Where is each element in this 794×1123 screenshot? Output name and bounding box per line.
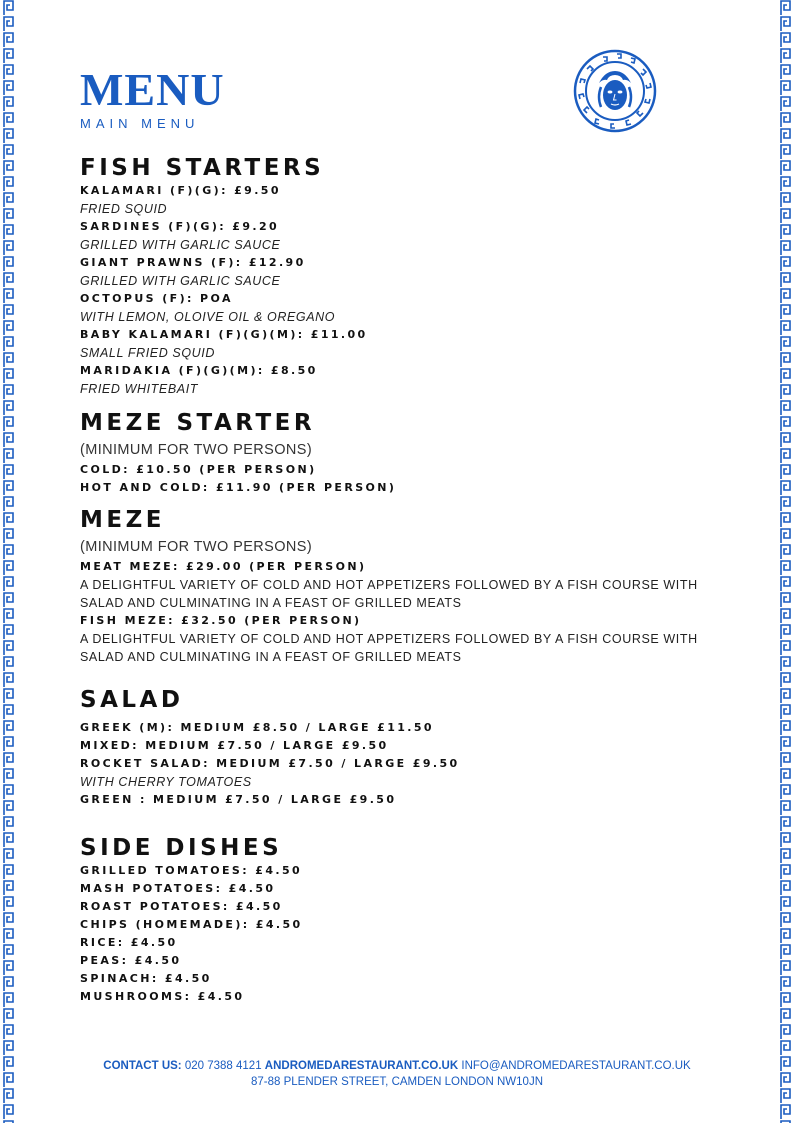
menu-item-name: GIANT PRAWNS (F): £12.90 bbox=[80, 256, 306, 269]
menu-item-description: WITH CHERRY TOMATOES bbox=[80, 775, 252, 789]
menu-item-name: MUSHROOMS: £4.50 bbox=[80, 990, 245, 1003]
menu-item-name: GREEN : MEDIUM £7.50 / LARGE £9.50 bbox=[80, 793, 397, 806]
section-meze-starter bbox=[80, 409, 740, 497]
menu-item-description: GRILLED WITH GARLIC SAUCE bbox=[80, 274, 281, 288]
menu-item-name: MARIDAKIA (F)(G)(M): £8.50 bbox=[80, 364, 318, 377]
menu-item-description: SMALL FRIED SQUID bbox=[80, 346, 215, 360]
menu-item-name: GREEK (M): MEDIUM £8.50 / LARGE £11.50 bbox=[80, 721, 434, 734]
menu-item-name: PEAS: £4.50 bbox=[80, 954, 182, 967]
section-title: MEZE bbox=[80, 507, 165, 533]
section-title: SALAD bbox=[80, 687, 184, 713]
menu-item-name: COLD: £10.50 (PER PERSON) bbox=[80, 463, 317, 476]
menu-content bbox=[80, 154, 740, 1006]
menu-item-name: ROAST POTATOES: £4.50 bbox=[80, 900, 283, 913]
section-note: (MINIMUM FOR TWO PERSONS) bbox=[80, 442, 313, 458]
contact-label: CONTACT US: bbox=[103, 1060, 182, 1072]
website-link[interactable]: ANDROMEDARESTAURANT.CO.UK bbox=[264, 1060, 459, 1072]
menu-item-name: MIXED: MEDIUM £7.50 / LARGE £9.50 bbox=[80, 739, 389, 752]
section-title: MEZE STARTER bbox=[80, 410, 316, 436]
menu-item-description: FRIED WHITEBAIT bbox=[80, 382, 199, 396]
menu-header bbox=[80, 64, 225, 131]
menu-item-name: CHIPS (HOMEMADE): £4.50 bbox=[80, 918, 303, 931]
menu-item-description: FRIED SQUID bbox=[80, 202, 168, 216]
email-link[interactable]: INFO@ANDROMEDARESTAURANT.CO.UK bbox=[461, 1060, 691, 1072]
menu-item-name: OCTOPUS (F): POA bbox=[80, 292, 233, 305]
menu-item-name: KALAMARI (F)(G): £9.50 bbox=[80, 184, 281, 197]
greek-key-border-left bbox=[3, 0, 14, 1123]
restaurant-logo-icon bbox=[573, 49, 657, 133]
menu-item-name: SARDINES (F)(G): £9.20 bbox=[80, 220, 280, 233]
menu-item-name: MASH POTATOES: £4.50 bbox=[80, 882, 276, 895]
menu-item-description: A DELIGHTFUL VARIETY OF COLD AND HOT APPETIZERS FOLLOWED BY A FISH COURSE WITH SALAD AND CULMINATING IN A FEAST OF GRILLED MEATS bbox=[80, 578, 698, 610]
section-title: SIDE DISHES bbox=[80, 835, 283, 861]
menu-item-name: SPINACH: £4.50 bbox=[80, 972, 212, 985]
menu-item-name: GRILLED TOMATOES: £4.50 bbox=[80, 864, 303, 877]
contact-footer bbox=[60, 1058, 734, 1090]
menu-item-description: WITH LEMON, OLOIVE OIL & OREGANO bbox=[80, 310, 336, 324]
menu-subtitle: MAIN MENU bbox=[80, 116, 200, 131]
section-salad bbox=[80, 686, 740, 809]
section-fish-starters bbox=[80, 154, 740, 398]
section-side-dishes bbox=[80, 834, 740, 1006]
menu-item-description: GRILLED WITH GARLIC SAUCE bbox=[80, 238, 281, 252]
greek-key-border-right bbox=[780, 0, 791, 1123]
menu-item-name: BABY KALAMARI (F)(G)(M): £11.00 bbox=[80, 328, 368, 341]
menu-title: MENU bbox=[80, 64, 225, 115]
section-title: FISH STARTERS bbox=[80, 155, 325, 181]
section-meze bbox=[80, 506, 740, 666]
section-note: (MINIMUM FOR TWO PERSONS) bbox=[80, 539, 313, 555]
contact-phone[interactable]: 020 7388 4121 bbox=[184, 1060, 262, 1072]
menu-item-name: RICE: £4.50 bbox=[80, 936, 178, 949]
contact-line bbox=[60, 1058, 734, 1074]
menu-item-name: ROCKET SALAD: MEDIUM £7.50 / LARGE £9.50 bbox=[80, 757, 460, 770]
menu-item-name: MEAT MEZE: £29.00 (PER PERSON) bbox=[80, 560, 367, 573]
menu-item-name: HOT AND COLD: £11.90 (PER PERSON) bbox=[80, 481, 397, 494]
menu-item-name: FISH MEZE: £32.50 (PER PERSON) bbox=[80, 614, 362, 627]
menu-item-description: A DELIGHTFUL VARIETY OF COLD AND HOT APPETIZERS FOLLOWED BY A FISH COURSE WITH SALAD AND CULMINATING IN A FEAST OF GRILLED MEATS bbox=[80, 632, 698, 664]
address-line: 87-88 PLENDER STREET, CAMDEN LONDON NW10JN bbox=[250, 1076, 544, 1088]
